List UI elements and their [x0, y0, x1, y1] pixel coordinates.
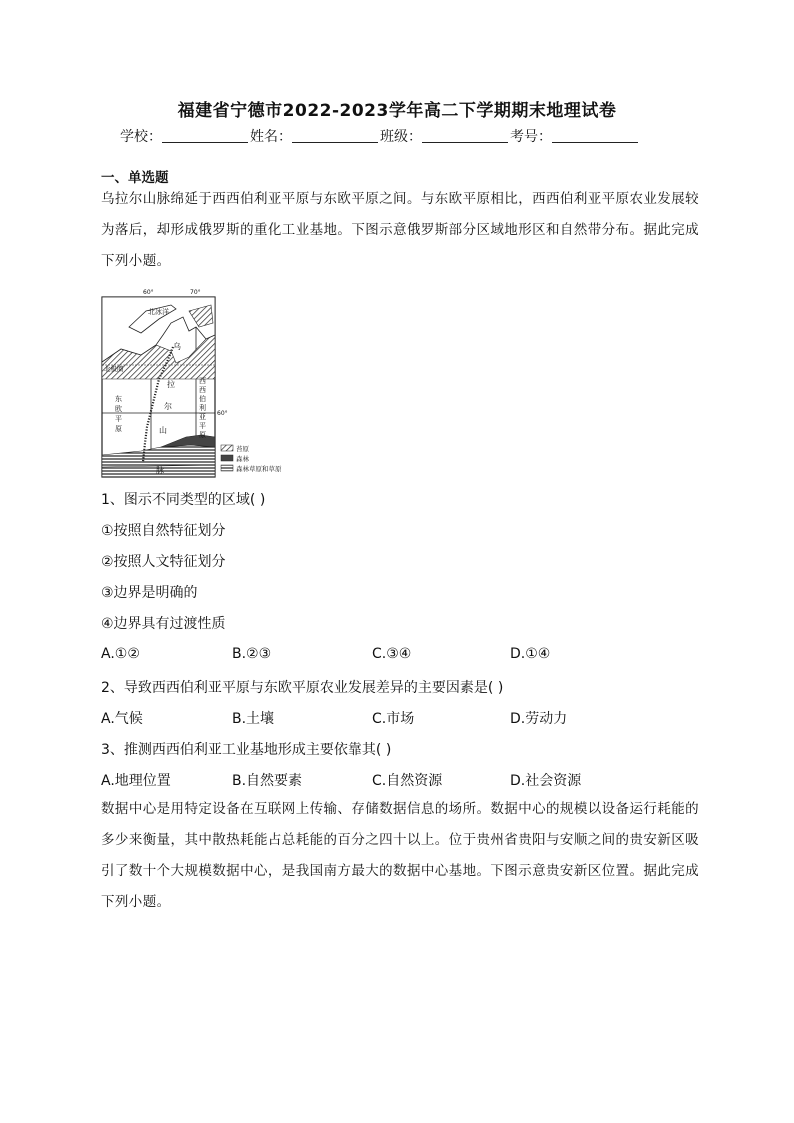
west-siberia-char-4: 利 [199, 404, 206, 412]
legend-tundra-swatch [221, 445, 233, 451]
arctic-circle-label: 北极圈 [104, 365, 124, 373]
school-blank[interactable] [162, 128, 248, 143]
passage-ural: 乌拉尔山脉绵延于西西伯利亚平原与东欧平原之间。与东欧平原相比，西西伯利亚平原农业发展较为落后，却形成俄罗斯的重化工业基地。下图示意俄罗斯部分区域地形区和自然带分布。据此完成下列小题。 [101, 191, 699, 269]
west-siberia-char-2: 西 [199, 386, 206, 394]
question-1-stem: 1、图示不同类型的区域( ) [101, 492, 266, 508]
east-europe-char-2: 欧 [115, 405, 122, 413]
school-label: 学校： [120, 129, 162, 145]
option-d[interactable]: D.社会资源 [510, 773, 582, 789]
east-europe-char-4: 原 [115, 425, 122, 433]
option-b[interactable]: B.②③ [232, 646, 272, 662]
west-siberia-char-1: 西 [199, 377, 206, 385]
west-siberia-char-7: 原 [199, 431, 206, 439]
option-a[interactable]: A.地理位置 [101, 773, 171, 789]
west-siberia-char-5: 亚 [199, 413, 206, 421]
legend-steppe-label: 森林草原和草原 [236, 465, 282, 473]
question-1-item: ①按照自然特征划分 [101, 523, 226, 539]
ural-char-3: 尔 [164, 402, 172, 411]
ocean-label: 北冰洋 [148, 308, 169, 316]
west-siberia-char-3: 伯 [199, 395, 206, 403]
russia-region-map [101, 287, 306, 480]
ural-char-4: 山 [159, 426, 167, 435]
option-c[interactable]: C.③④ [372, 646, 412, 662]
class-label: 班级： [380, 129, 422, 145]
question-2-stem: 2、导致西西伯利亚平原与东欧平原农业发展差异的主要因素是( ) [101, 680, 504, 696]
name-blank[interactable] [292, 128, 378, 143]
ural-char-5: 脉 [156, 466, 164, 475]
east-europe-char-1: 东 [115, 395, 122, 403]
ural-char-2: 拉 [167, 380, 175, 389]
lon-70-label: 70° [190, 289, 201, 296]
option-a[interactable]: A.①② [101, 646, 140, 662]
question-1-item: ②按照人文特征划分 [101, 554, 226, 570]
question-3-stem: 3、推测西西伯利亚工业基地形成主要依靠其( ) [101, 742, 392, 758]
name-label: 姓名： [250, 129, 292, 145]
west-siberia-char-6: 平 [199, 422, 206, 430]
option-d[interactable]: D.劳动力 [510, 711, 568, 727]
option-b[interactable]: B.土壤 [232, 711, 275, 727]
option-d[interactable]: D.①④ [510, 646, 551, 662]
question-1-item: ④边界具有过渡性质 [101, 616, 226, 632]
page-title: 福建省宁德市2022-2023学年高二下学期期末地理试卷 [177, 101, 617, 121]
student-info-row [120, 126, 640, 146]
option-c[interactable]: C.自然资源 [372, 773, 443, 789]
lon-60-label: 60° [143, 289, 154, 296]
east-europe-char-3: 平 [115, 415, 122, 423]
legend-steppe-swatch [221, 465, 233, 471]
legend-forest-swatch [221, 455, 233, 461]
ural-char-1: 乌 [173, 342, 181, 351]
passage-data-center: 数据中心是用特定设备在互联网上传输、存储数据信息的场所。数据中心的规模以设备运行耗能的多少来衡量，其中散热耗能占总耗能的百分之四十以上。位于贵州省贵阳与安顺之间的贵安新区吸引了数十个大规模数据中心，是我国南方最大的数据中心基地。下图示意贵安新区位置。据此完成下列小题。 [101, 801, 699, 910]
question-1-item: ③边界是明确的 [101, 585, 198, 601]
class-blank[interactable] [422, 128, 508, 143]
legend-forest-label: 森林 [236, 455, 249, 463]
option-a[interactable]: A.气候 [101, 711, 143, 727]
section-title: 一、单选题 [101, 170, 169, 186]
exam-number-blank[interactable] [552, 128, 638, 143]
legend-tundra-label: 苔原 [236, 445, 249, 453]
exam-number-label: 考号： [510, 129, 552, 145]
option-b[interactable]: B.自然要素 [232, 773, 303, 789]
lat-60-label: 60° [217, 410, 228, 417]
option-c[interactable]: C.市场 [372, 711, 415, 727]
